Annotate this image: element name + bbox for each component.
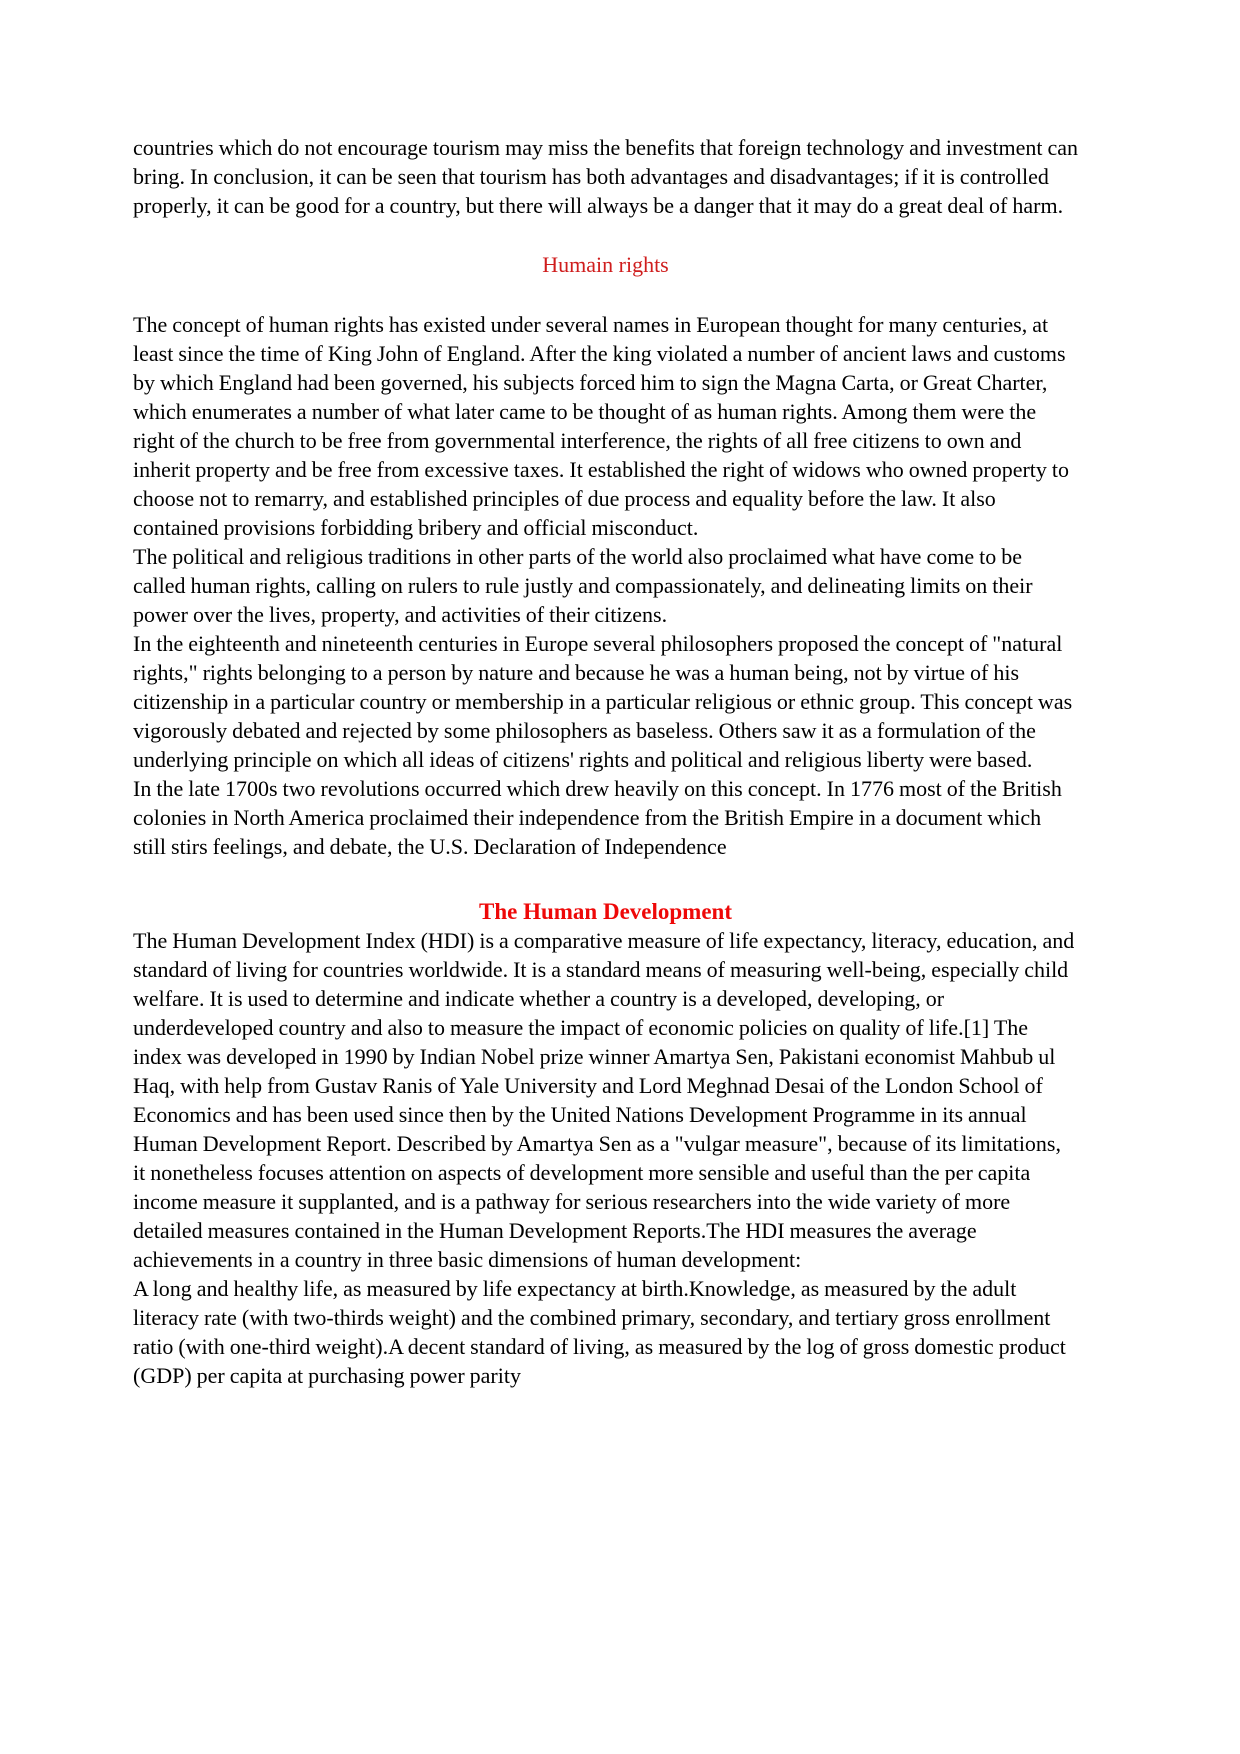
paragraph-hdi-dimensions: A long and healthy life, as measured by life expectancy at birth.Knowledge, as measured by the adult literacy rate (with two-thirds weight) and the combined primary, secondary, and tertiary gross enrollment ratio (with one-third weight).A decent standard of living, as measured by the log of gross domestic product (GDP) per capita at purchasing power parity: [133, 1276, 1066, 1388]
paragraph-hdi-overview: The Human Development Index (HDI) is a comparative measure of life expectancy, literacy, education, and standard of living for countries worldwide. It is a standard means of measuring well-being, especially child welfare. It is used to determine and indicate whether a country is a developed, developing, or underdeveloped country and also to measure the impact of economic policies on quality of life.[1] The index was developed in 1990 by Indian Nobel prize winner Amartya Sen, Pakistani economist Mahbub ul Haq, with help from Gustav Ranis of Yale University and Lord Meghnad Desai of the London School of Economics and has been used since then by the United Nations Development Programme in its annual Human Development Report. Described by Amartya Sen as a "vulgar measure", because of its limitations, it nonetheless focuses attention on aspects of development more sensible and useful than the per capita income measure it supplanted, and is a pathway for serious researchers into the wide variety of more detailed measures contained in the Human Development Reports.The HDI measures the average achievements in a country in three basic dimensions of human development:: [133, 928, 1075, 1272]
paragraph-natural-rights: In the eighteenth and nineteenth centuries in Europe several philosophers proposed the concept of "natural rights," rights belonging to a person by nature and because he was a human being, not by virtue of his citizenship in a particular country or membership in a particular religious or ethnic group. This concept was vigorously debated and rejected by some philosophers as baseless. Others saw it as a formulation of the underlying principle on which all ideas of citizens' rights and political and religious liberty were based.: [133, 631, 1073, 772]
paragraph-political-religious-traditions: The political and religious traditions in other parts of the world also proclaimed what have come to be called human rights, calling on rulers to rule justly and compassionately, and delineating limits on their power over the lives, property, and activities of their citizens.: [133, 544, 1033, 627]
intro-paragraph: countries which do not encourage tourism may miss the benefits that foreign technology and investment can bring. In conclusion, it can be seen that tourism has both advantages and disadvantages; if it is controlled properly, it can be good for a country, but there will always be a danger that it may do a great deal of harm.: [133, 135, 1078, 218]
section-body-human-development: [133, 926, 1078, 1390]
paragraph-late-1700s-revolutions: In the late 1700s two revolutions occurred which drew heavily on this concept. In 1776 most of the British colonies in North America proclaimed their independence from the British Empire in a document which still stirs feelings, and debate, the U.S. Declaration of Independence: [133, 776, 1062, 859]
paragraph-human-rights-concept: The concept of human rights has existed under several names in European thought for many centuries, at least since the time of King John of England. After the king violated a number of ancient laws and customs by which England had been governed, his subjects forced him to sign the Magna Carta, or Great Charter, which enumerates a number of what later came to be thought of as human rights. Among them were the right of the church to be free from governmental interference, the rights of all free citizens to own and inherit property and be free from excessive taxes. It established the right of widows who owned property to choose not to remarry, and established principles of due process and equality before the law. It also contained provisions forbidding bribery and official misconduct.: [133, 312, 1070, 540]
section-heading-humain-rights: Humain rights: [542, 252, 669, 277]
section-heading-human-development: The Human Development: [479, 899, 732, 924]
section-body-humain-rights: [133, 310, 1078, 861]
